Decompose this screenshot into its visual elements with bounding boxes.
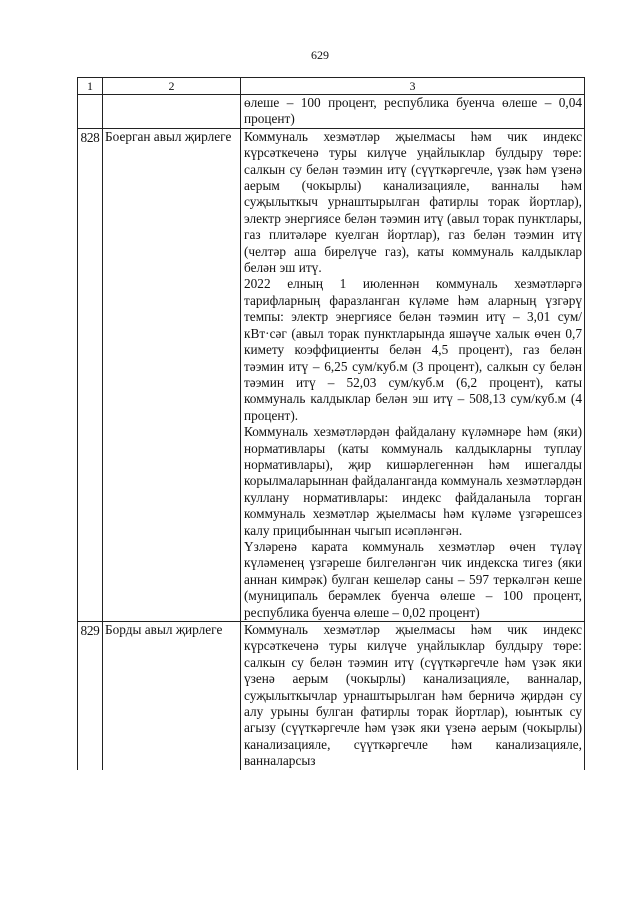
settlement-name xyxy=(103,95,241,129)
row-number: 828 xyxy=(78,128,103,621)
column-header-2: 2 xyxy=(103,78,241,95)
table-row xyxy=(78,128,585,621)
row-description xyxy=(241,622,585,770)
column-header-3: 3 xyxy=(241,78,585,95)
description-paragraph: өлеше – 100 процент, республика буенча өлеше – 0,04 процент) xyxy=(244,95,582,127)
description-paragraph: Коммуналь хезмәтләр җыелмасы һәм чик индекс күрсәткеченә туры килүче уңайлыклар булдыру төре: салкын су белән тәэмин итү (сүүткәргечле, үзәк һәм үзенә аерым (чокырлы) канализацияле, ванналы һәм суҗылыткыч урнаштырылган фатирлы торак йортлар), электр энергиясе белән тәэмин итү (авыл торак пунктлары, газ плитәләре куелган йортлар), газ белән тәэмин итү (челтәр аша бирелүче газ), каты коммуналь калдыклар белән эш итү. xyxy=(244,128,582,276)
settlement-name: Борды авыл җирлеге xyxy=(103,622,241,770)
row-number: 829 xyxy=(78,622,103,770)
row-description xyxy=(241,128,585,621)
description-paragraph: Коммуналь хезмәтләр җыелмасы һәм чик индекс күрсәткеченә туры килүче уңайлыклар булдыру төре: салкын су белән тәэмин итү (сүүткәргечле һәм үзәк яки үзенә аерым (чокырлы) канализацияле, ванналар, суҗылыткычлар урнаштырылган һәм берничә җирдән су алу урыны булган фатирлы торак йортлар), юынтык су агызу (сүүткәргечле һәм үзәк яки үзенә аерым (чокырлы) канализацияле, сүүткәргечле һәм канализацияле, ванналарсыз xyxy=(244,622,582,769)
settlement-name: Боерган авыл җирлеге xyxy=(103,128,241,621)
row-description xyxy=(241,95,585,129)
table-header-row xyxy=(78,78,585,95)
description-paragraph: Коммуналь хезмәтләрдән файдалану күләмнәре һәм (яки) нормативлары (каты коммуналь калдыкларны туплау нормативлары), җир кишәрлегеннән һәм ишегалды корылмаларыннан файдаланганда коммуналь хезмәтләрдән куллану нормативлары: индекс файдаланыла торган коммуналь хезмәтләр җыелмасы һәм күләме үзгәрешсез калу прицибыннан чыгып исәпләнгән. xyxy=(244,424,582,538)
table-row xyxy=(78,622,585,770)
row-number xyxy=(78,95,103,129)
description-paragraph: Үзләренә карата коммуналь хезмәтләр өчен түләү күләменең үзгәреше билгеләнгән чик индекска тигез (яки аннан кимрәк) булган кешеләр саны – 597 теркәлгән кеше (муниципаль берәмлек буенча өлеше – 100 процент, республика буенча өлеше – 0,02 процент) xyxy=(244,538,582,620)
description-paragraph: 2022 елның 1 июленнән коммуналь хезмәтләргә тарифларның фаразланган күләме һәм аларның үзгәрү темпы: электр энергиясе белән тәэмин итү – 3,01 сум/кВт·сәг (авыл торак пунктларында яшәүче халык өчен 0,7 кимету коэффициенты белән 4,5 процент), газ белән тәэмин итү – 6,25 сум/куб.м (3 процент), салкын су белән тәэмин итү – 52,03 сум/куб.м (6,2 процент), каты коммуналь калдыклар белән эш итү – 508,13 сум/куб.м (4 процент). xyxy=(244,276,582,423)
column-header-1: 1 xyxy=(78,78,103,95)
table-row xyxy=(78,95,585,129)
page-number: 629 xyxy=(311,48,329,62)
document-table xyxy=(77,77,585,770)
